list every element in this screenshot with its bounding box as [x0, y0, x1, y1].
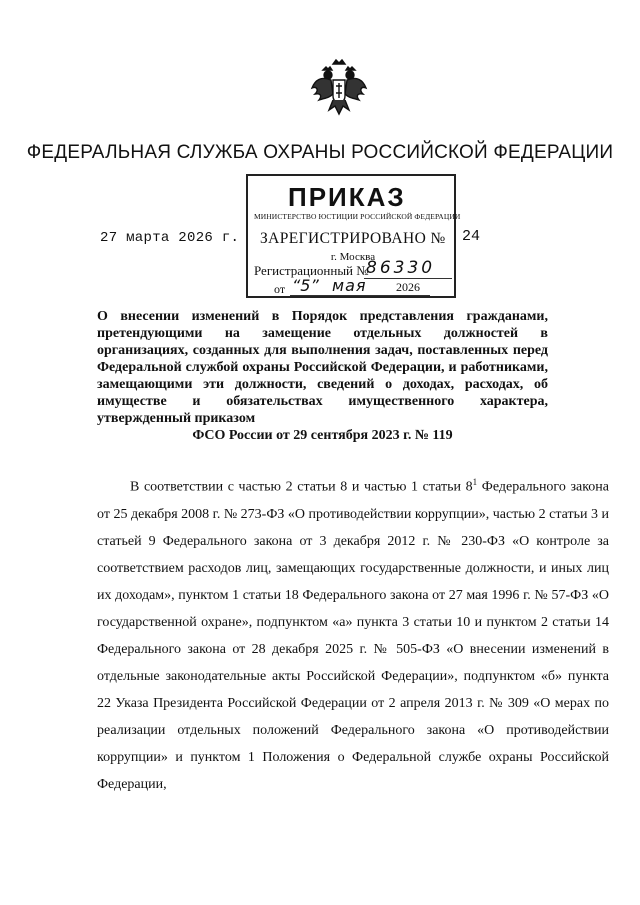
order-number: 24 — [462, 228, 481, 245]
stamp-regnum-handwritten: 86330 — [366, 258, 436, 278]
stamp-month-handwritten: мая — [332, 276, 367, 295]
stamp-date-underline — [290, 295, 430, 296]
article-superscript: 1 — [472, 477, 478, 487]
stamp-ministry: МИНИСТЕРСТВО ЮСТИЦИИ РОССИЙСКОЙ ФЕДЕРАЦИИ — [254, 212, 461, 221]
preamble-text-a: В соответствии с частью 2 статьи 8 и частью 1 статьи 8 — [130, 479, 473, 495]
stamp-regnum-label: Регистрационный № — [254, 263, 369, 278]
stamp-registered-label: ЗАРЕГИСТРИРОВАНО № — [260, 230, 446, 247]
heading-text-last: ФСО России от 29 сентября 2023 г. № 119 — [192, 428, 453, 443]
preamble-text-b: Федерального закона от 25 декабря 2008 г. № 273-ФЗ «О противодействии коррупции», частью 2 статьи 3 и статьей 9 Федерального закона от 3 декабря 2012 г. № 230-ФЗ «О контроле за соответствием расходов лиц, замещающих государственные должности, и иных лиц их доходам», пунктом 1 статьи 18 Федерального закона от 27 мая 1996 г. № 57-ФЗ «О государственной охране», подпунктом «а» пункта 3 статьи 10 и пунктом 2 статьи 14 Федерального закона от 28 декабря 2025 г. № 505-ФЗ «О внесении изменений в отдельные законодательные акты Российской Федерации», подпунктом «б» пункта 22 Указа Президента Российской Федерации от 2 апреля 2013 г. № 309 «О мерах по реализации отдельных положений Федерального закона «О противодействии коррупции» и пунктом 1 Положения о Федеральной службе охраны Российской Федерации, — [97, 479, 609, 792]
order-heading — [97, 308, 548, 444]
stamp-day-handwritten: “5” — [292, 276, 319, 295]
stamp-city: г. Москва — [330, 251, 376, 263]
stamp-from-label: от — [274, 282, 286, 296]
document-type-title: ПРИКАЗ — [288, 182, 406, 212]
stamp-year: 2026 — [396, 280, 420, 294]
stamp-regnum-underline — [364, 278, 452, 279]
agency-name: ФЕДЕРАЛЬНАЯ СЛУЖБА ОХРАНЫ РОССИЙСКОЙ ФЕДЕРАЦИИ — [26, 142, 614, 163]
coat-of-arms-emblem — [309, 58, 369, 120]
order-date: 27 марта 2026 г. — [100, 230, 240, 246]
preamble-paragraph — [97, 469, 609, 798]
heading-text-main: О внесении изменений в Порядок представления гражданами, претендующими на замещение отдельных должностей в организациях, созданных для выполнения задач, поставленных перед Федеральной службой охраны Российской Федерации, и работниками, замещающими эти должности, сведений о доходах, расходах, об имуществе и обязательствах имущественного характера, утвержденный приказом — [97, 309, 548, 426]
